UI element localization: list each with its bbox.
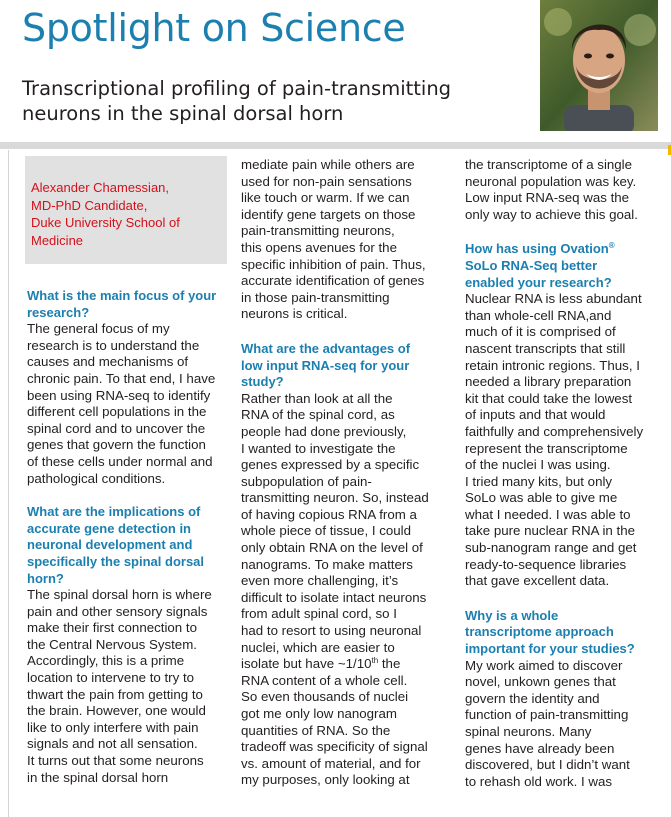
text-line: only way to achieve this goal. (465, 206, 638, 222)
text-line: Nuclear RNA is less abundant (465, 291, 642, 307)
text-line: from adult spinal cord, so I (241, 606, 397, 622)
subtitle-line: neurons in the spinal dorsal horn (22, 102, 344, 125)
text-line: spinal neurons. Many (465, 724, 592, 739)
text-line: to rehash old work. I was (465, 773, 613, 789)
text-line: I wanted to investigate the (241, 440, 396, 456)
question-line: What is the main focus of your (27, 288, 217, 303)
text-line: been using RNA-seq to identify (27, 387, 211, 403)
header-divider (0, 142, 671, 149)
question-line: important for your studies? (465, 641, 635, 657)
text-line: whole piece of tissue, I could (241, 523, 412, 539)
text-line: of the nuclei I was using. (465, 457, 611, 473)
question-line: What are the implications of (27, 504, 201, 520)
text-line: discovered, but I didn’t want (465, 757, 630, 773)
text-line: the Central Nervous System. (27, 636, 197, 652)
left-margin-rule (8, 150, 9, 817)
text-line: Accordingly, this is a prime (27, 653, 185, 669)
text-line: The general focus of my (27, 321, 170, 337)
text-line: nuclei, which are easier to (241, 639, 395, 655)
question-line (465, 241, 667, 258)
question-line: transcriptome approach (465, 624, 614, 640)
author-box (25, 156, 227, 264)
question-line: specifically the spinal dorsal (27, 553, 205, 569)
text-line: research is to understand the (27, 337, 200, 353)
text-line: much of it is comprised of (465, 324, 616, 340)
text-line: needed a library preparation (465, 374, 632, 390)
answer-paragraph (27, 587, 232, 786)
text-line (241, 656, 452, 673)
text-line: RNA content of a whole cell. (241, 672, 408, 688)
text-line: difficult to isolate intact neurons (241, 589, 427, 605)
text-line: thwart the pain from getting to (27, 686, 203, 702)
text-line: genes that govern the function (27, 437, 206, 453)
text-line: function of pain-transmitting (465, 707, 629, 723)
text-line: had to resort to using neuronal (241, 623, 422, 639)
text-line: So even thousands of nuclei (241, 689, 409, 705)
column-2 (241, 157, 452, 789)
question-line: horn? (27, 570, 64, 586)
text-line: signals and not all sensation. (27, 736, 198, 752)
text-line: make their first connection to (27, 620, 197, 636)
text-line: neuronal population was key. (465, 173, 637, 189)
text-line: ready-to-sequence libraries (465, 556, 627, 572)
text-line: only obtain RNA on the level of (241, 540, 423, 556)
registered-mark: ® (608, 241, 615, 251)
text-line: neurons is critical. (241, 306, 348, 322)
text-line: represent the transcriptome (465, 440, 628, 456)
answer-paragraph (465, 157, 667, 223)
question-line: Why is a whole (465, 607, 559, 623)
page-header (0, 0, 671, 142)
question-heading (27, 288, 232, 321)
text-line: mediate pain while others are (241, 157, 415, 172)
text-line: identify gene targets on those (241, 206, 416, 222)
ordinal-suffix: th (371, 656, 379, 666)
column-1 (27, 156, 232, 786)
text-line: in the spinal dorsal horn (27, 769, 169, 785)
question-line: accurate gene detection in (27, 520, 191, 536)
text-line: It turns out that some neurons (27, 753, 204, 769)
text-line: sub-nanogram range and get (465, 540, 637, 556)
text-line: location to intervene to try to (27, 670, 195, 686)
question-heading (27, 504, 232, 587)
answer-paragraph (241, 157, 452, 323)
text-line: like to only interfere with pain (27, 719, 199, 735)
text-line: people had done previously, (241, 423, 407, 439)
question-text: How has using Ovation (465, 241, 609, 257)
fraction-text: isolate but have ~1/10 (241, 656, 372, 672)
author-affiliation: Duke University School of (31, 215, 180, 230)
text-line: pathological conditions. (27, 470, 166, 486)
text-line: used for non-pain sensations (241, 173, 412, 189)
text-line: of having copious RNA from a (241, 506, 417, 522)
text-line: retain intronic regions. Thus, I (465, 357, 640, 373)
text-line: RNA of the spinal cord, as (241, 407, 395, 423)
text-line: Rather than look at all the (241, 390, 393, 406)
text-line: my purposes, only looking at (241, 772, 410, 788)
question-heading (241, 341, 452, 391)
text-line: pain and other sensory signals (27, 603, 208, 619)
question-line: What are the advantages of (241, 340, 411, 356)
question-line: research? (27, 304, 90, 320)
text-line: I tried many kits, but only (465, 473, 613, 489)
question-line: study? (241, 374, 284, 390)
text-line: chronic pain. To that end, I have (27, 370, 216, 386)
text-line: genes expressed by a specific (241, 457, 420, 473)
text-line: than whole-cell RNA,and (465, 307, 612, 323)
text-line: SoLo was able to give me (465, 490, 618, 506)
question-line: low input RNA-seq for your (241, 357, 410, 373)
text-line: vs. amount of material, and for (241, 755, 421, 771)
fraction-text-end: the (378, 656, 401, 672)
text-line: specific inhibition of pain. Thus, (241, 256, 426, 272)
text-line: causes and mechanisms of (27, 354, 189, 370)
text-line: that gave excellent data. (465, 573, 610, 589)
text-line: kit that could take the lowest (465, 390, 633, 406)
author-title: MD-PhD Candidate, (31, 197, 148, 213)
text-line: govern the identity and (465, 690, 600, 706)
question-line: neuronal development and (27, 537, 193, 553)
text-line: faithfully and comprehensively (465, 423, 644, 439)
text-line: got me only low nanogram (241, 706, 397, 721)
text-line: this opens avenues for the (241, 239, 397, 255)
text-line: genes have already been (465, 740, 615, 756)
question-line: enabled your research? (465, 274, 612, 290)
text-line: accurate identification of genes (241, 273, 425, 289)
author-name: Alexander Chamessian, (31, 180, 170, 195)
text-line: the brain. However, one would (27, 703, 206, 719)
text-line: what I needed. I was able to (465, 506, 631, 522)
text-line: spinal cord and to uncover the (27, 420, 206, 436)
text-line: The spinal dorsal horn is where (27, 587, 212, 603)
answer-paragraph (465, 658, 667, 791)
author-photo (540, 0, 658, 131)
text-line: novel, unkown genes that (465, 674, 616, 690)
text-line: My work aimed to discover (465, 657, 623, 673)
answer-paragraph (241, 391, 452, 789)
text-line: Low input RNA-seq was the (465, 190, 630, 206)
text-line: transmitting neuron. So, instead (241, 490, 429, 506)
question-line: SoLo RNA-Seq better (465, 257, 598, 273)
subtitle-line: Transcriptional profiling of pain-transmitting (22, 77, 452, 100)
answer-paragraph (465, 291, 667, 590)
text-line: like touch or warm. If we can (241, 190, 410, 206)
text-line: of inputs and that would (465, 407, 606, 423)
question-heading (465, 608, 667, 658)
text-line: in those pain-transmitting (241, 289, 390, 305)
text-line: nascent transcripts that still (465, 340, 626, 356)
article-subtitle (22, 76, 522, 126)
text-line: even more challenging, it’s (241, 573, 399, 589)
text-line: different cell populations in the (27, 404, 207, 420)
text-line: nanograms. To make matters (241, 556, 413, 572)
answer-paragraph (27, 321, 232, 487)
question-heading (465, 241, 667, 291)
text-line: take pure nuclear RNA in the (465, 523, 636, 539)
column-3 (465, 157, 667, 790)
text-line: tradeoff was specificity of signal (241, 739, 428, 755)
author-affiliation: Medicine (31, 232, 84, 248)
text-line: pain-transmitting neurons, (241, 223, 395, 239)
text-line: of these cells under normal and (27, 453, 213, 469)
text-line: subpopulation of pain- (241, 473, 372, 489)
text-line: quantities of RNA. So the (241, 722, 391, 738)
text-line: the transcriptome of a single (465, 157, 633, 172)
page-title: Spotlight on Science (22, 6, 406, 50)
